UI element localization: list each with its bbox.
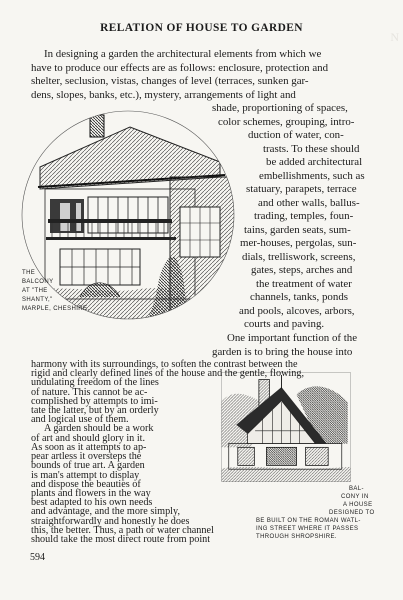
- body-text-line: One important function of the: [227, 332, 358, 344]
- body-text-line: best adapted to his own needs: [31, 497, 153, 508]
- caption-shanty-line: MARPLE, CHESHIRE.: [22, 306, 90, 312]
- body-text-line: trasts. To these should: [263, 143, 360, 155]
- body-text-line: dens, slopes, banks, etc.), mystery, arrangements of light and: [31, 89, 296, 101]
- caption-roman-line: A HOUSE: [343, 502, 373, 508]
- caption-shanty-line: SHANTY,": [22, 297, 53, 303]
- body-text-line: courts and paving.: [244, 318, 325, 330]
- running-head: RELATION OF HOUSE TO GARDEN: [100, 22, 303, 34]
- body-text-line: tains, garden seats, sum-: [244, 224, 351, 236]
- body-text-line: garden is to bring the house into: [212, 346, 353, 358]
- page-number: 594: [30, 552, 45, 563]
- shanty-balcony-drawing: [20, 107, 245, 321]
- body-text-line: straightforwardly and honestly he does: [31, 516, 190, 527]
- caption-shanty-line: THE: [22, 270, 36, 276]
- illustration-roman-house: [200, 372, 372, 482]
- body-text-line: shelter, seclusion, vistas, changes of level (terraces, sunken gar-: [31, 75, 309, 87]
- roman-house-drawing: [200, 372, 372, 482]
- caption-shanty-line: AT "THE: [22, 288, 48, 294]
- body-text-line: rigid and clearly defined lines of the house and the gentle, flowing,: [31, 368, 304, 379]
- body-text-line: bounds of true art. A garden: [31, 460, 145, 471]
- caption-shanty-line: BALCONY: [22, 279, 54, 285]
- body-text-line: harmony with its surroundings, to soften the contrast between the: [31, 359, 298, 370]
- body-text-line: plants and flowers in the way: [31, 488, 151, 499]
- body-text-line: of nature. This cannot be ac-: [31, 387, 148, 398]
- body-text-line: should take the most direct route from point: [31, 534, 211, 545]
- body-text-line: the treatment of water: [256, 278, 352, 290]
- caption-roman-line: DESIGNED TO: [329, 510, 375, 516]
- body-text-line: and dispose the beauties of: [31, 479, 141, 490]
- body-text-line: As soon as it attempts to ap-: [31, 442, 147, 453]
- body-text-line: A garden should be a work: [44, 423, 154, 434]
- body-text-line: is man's attempt to display: [31, 470, 140, 481]
- body-text-line: have to produce our effects are as follows: enclosure, protection and: [31, 62, 329, 74]
- body-text-line: gates, steps, arches and: [251, 264, 353, 276]
- body-text-line: this, the better. Thus, a path or water channel: [31, 525, 214, 536]
- body-text-line: and advantage, and the more simply,: [31, 506, 180, 517]
- body-text-line: In designing a garden the architectural elements from which we: [44, 48, 322, 60]
- caption-roman-line: THROUGH SHROPSHIRE.: [256, 534, 337, 540]
- body-text-line: duction of water, con-: [248, 129, 344, 141]
- body-text-line: and logical use of them.: [31, 414, 129, 425]
- body-text-line: trading, temples, foun-: [254, 210, 354, 222]
- body-text-line: be added architectural: [266, 156, 363, 168]
- body-text-line: mer-houses, pergolas, sun-: [240, 237, 357, 249]
- body-text-line: embellishments, such as: [259, 170, 365, 182]
- body-text-line: of art and should glory in it.: [31, 433, 146, 444]
- body-text-line: undulating freedom of the lines: [31, 377, 159, 388]
- caption-roman-line: ING STREET WHERE IT PASSES: [256, 526, 359, 532]
- body-text-line: statuary, parapets, terrace: [246, 183, 357, 195]
- body-text-line: and pools, alcoves, arbors,: [239, 305, 355, 317]
- body-text-line: tate the latter, but by an orderly: [31, 405, 159, 416]
- body-text-line: color schemes, grouping, intro-: [218, 116, 355, 128]
- caption-roman-line: BE BUILT ON THE ROMAN WATL-: [256, 518, 361, 524]
- caption-roman-line: CONY IN: [341, 494, 369, 500]
- bleed-through-text: N: [390, 30, 400, 44]
- body-text-line: shade, proportioning of spaces,: [212, 102, 348, 114]
- body-text-line: complished by attempts to imi-: [31, 396, 158, 407]
- illustration-shanty-balcony: [20, 107, 245, 321]
- caption-roman-line: BAL-: [349, 486, 364, 492]
- body-text-line: and other walls, ballus-: [258, 197, 360, 209]
- body-text-line: channels, tanks, ponds: [250, 291, 348, 303]
- body-text-line: pear artless it oversteps the: [31, 451, 142, 462]
- body-text-line: dials, trelliswork, screens,: [242, 251, 356, 263]
